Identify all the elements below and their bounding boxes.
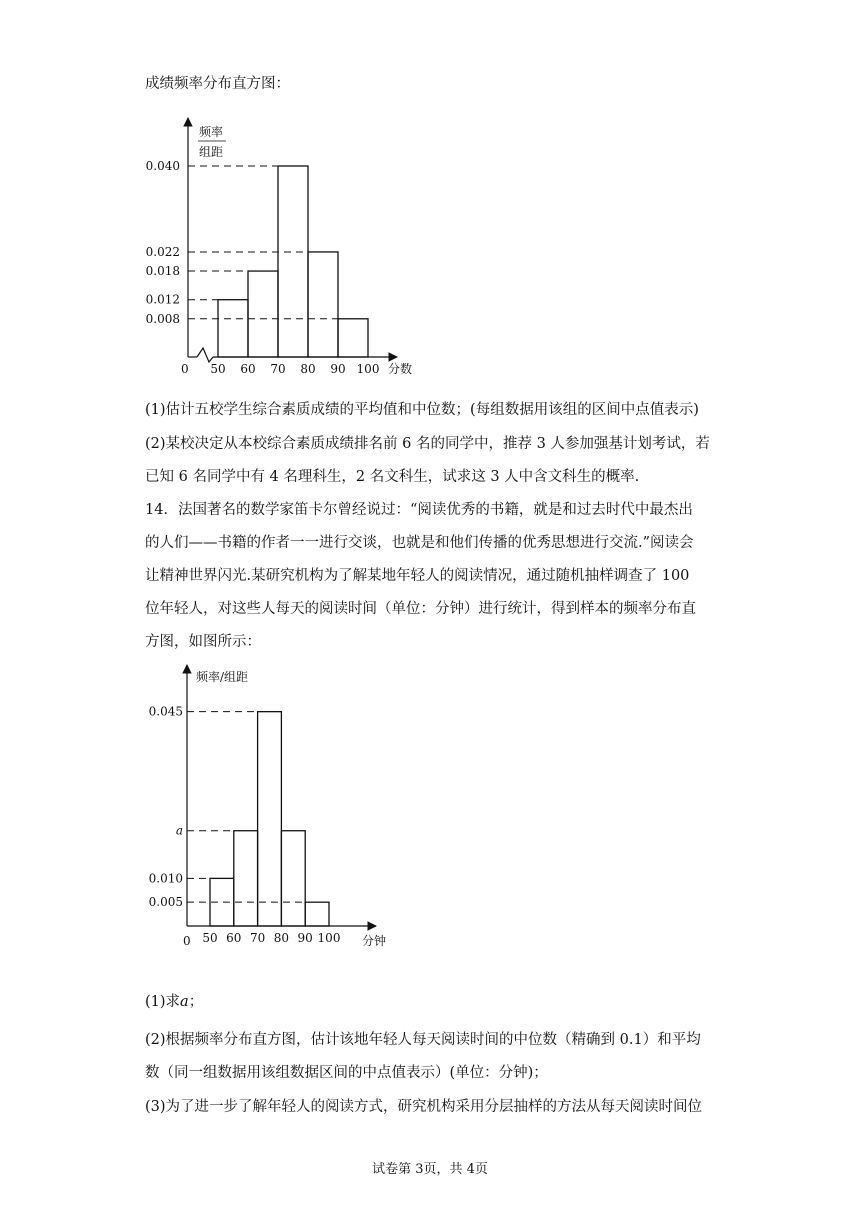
c2-x-tick-label-80: 80	[273, 931, 290, 945]
c1-y-tick-label-2: 0.018	[145, 264, 180, 279]
chart1-xlabel: 分数	[388, 362, 413, 376]
s2-intro-line1: 14．法国著名的数学家笛卡尔曾经说过：“阅读优秀的书籍，就是和过去时代中最杰出	[145, 502, 693, 518]
c1-bar-50-60	[218, 300, 248, 357]
chart1-histogram	[146, 118, 412, 376]
c2-y-tick-label-1: a	[175, 823, 183, 838]
c1-y-tick-label-3: 0.012	[145, 292, 180, 307]
c2-x-tick-label-70: 70	[249, 931, 266, 945]
c1-x-tick-label-80: 80	[300, 362, 316, 376]
c2-y-tick-label-0: 0.045	[148, 704, 183, 719]
chart1-axis-break	[197, 348, 213, 362]
s2-intro-line5: 方图，如图所示：	[145, 634, 261, 650]
s1-question-1: (1)估计五校学生综合素质成绩的平均值和中位数；(每组数据用该组的区间中点值表示)	[145, 402, 699, 418]
s2-q1-suffix: ；	[188, 994, 204, 1010]
s1-question-2-line1: (2)某校决定从本校综合素质成绩排名前 6 名的同学中，推荐 3 人参加强基计划考试，若	[145, 436, 710, 452]
s2-question-2-line2: 数（同一组数据用该组数据区间的中点值表示）(单位：分钟)；	[145, 1065, 548, 1081]
c2-bar-80-90	[281, 831, 305, 926]
c2-x-tick-label-50: 50	[202, 931, 218, 945]
chart2-histogram	[149, 665, 386, 948]
chart2-ylabel: 频率/组距	[196, 670, 249, 684]
chart2-xlabel: 分钟	[362, 934, 387, 948]
page-footer: 试卷第 3页，共 4页	[372, 1162, 488, 1177]
c1-bar-60-70	[248, 271, 278, 357]
c2-bar-60-70	[234, 831, 258, 926]
c1-y-tick-label-4: 0.008	[145, 311, 180, 326]
c1-x-tick-label-100: 100	[356, 362, 380, 376]
s1-question-2-line2: 已知 6 名同学中有 4 名理科生，2 名文科生，试求这 3 人中含文科生的概率.	[145, 469, 640, 485]
s2-q1-variable: a	[180, 994, 189, 1010]
c1-bar-70-80	[278, 166, 308, 357]
s2-question-1	[145, 992, 203, 1012]
chart2-origin-label: 0	[183, 934, 191, 948]
chart1-ylabel-bottom: 组距	[199, 145, 224, 159]
c1-x-tick-label-50: 50	[210, 362, 226, 376]
c2-y-tick-label-3: 0.005	[148, 895, 183, 910]
c1-y-tick-label-0: 0.040	[145, 159, 180, 173]
s2-intro-line2: 的人们——书籍的作者一一进行交谈，也就是和他们传播的优秀思想进行交流.”阅读会	[145, 535, 694, 551]
c1-bar-90-100	[338, 319, 368, 357]
c2-x-tick-label-90: 90	[297, 931, 313, 945]
c1-x-tick-label-70: 70	[270, 362, 286, 376]
s2-q1-prefix: (1)求	[145, 994, 181, 1010]
c1-y-tick-label-1: 0.022	[145, 244, 180, 259]
s2-question-3-line1: (3)为了进一步了解年轻人的阅读方式，研究机构采用分层抽样的方法从每天阅读时间位	[145, 1099, 703, 1115]
c2-x-tick-label-100: 100	[317, 931, 341, 945]
c1-x-tick-label-90: 90	[330, 362, 346, 376]
s2-question-2-line1: (2)根据频率分布直方图，估计该地年轻人每天阅读时间的中位数（精确到 0.1）和平均	[145, 1032, 701, 1048]
c2-y-tick-label-2: 0.010	[148, 871, 183, 886]
c2-x-tick-label-60: 60	[226, 931, 242, 945]
c2-bar-90-100	[305, 902, 329, 926]
chart1-caption: 成绩频率分布直方图：	[145, 76, 290, 92]
c1-bar-80-90	[308, 252, 338, 357]
s2-intro-line4: 位年轻人，对这些人每天的阅读时间（单位：分钟）进行统计，得到样本的频率分布直	[145, 601, 696, 617]
chart1-origin-label: 0	[181, 362, 189, 376]
c1-x-tick-label-60: 60	[240, 362, 256, 376]
chart1-ylabel-top: 频率	[199, 125, 224, 139]
c2-bar-70-80	[258, 712, 282, 926]
s2-intro-line3: 让精神世界闪光.某研究机构为了解某地年轻人的阅读情况，通过随机抽样调查了 100	[145, 568, 690, 584]
